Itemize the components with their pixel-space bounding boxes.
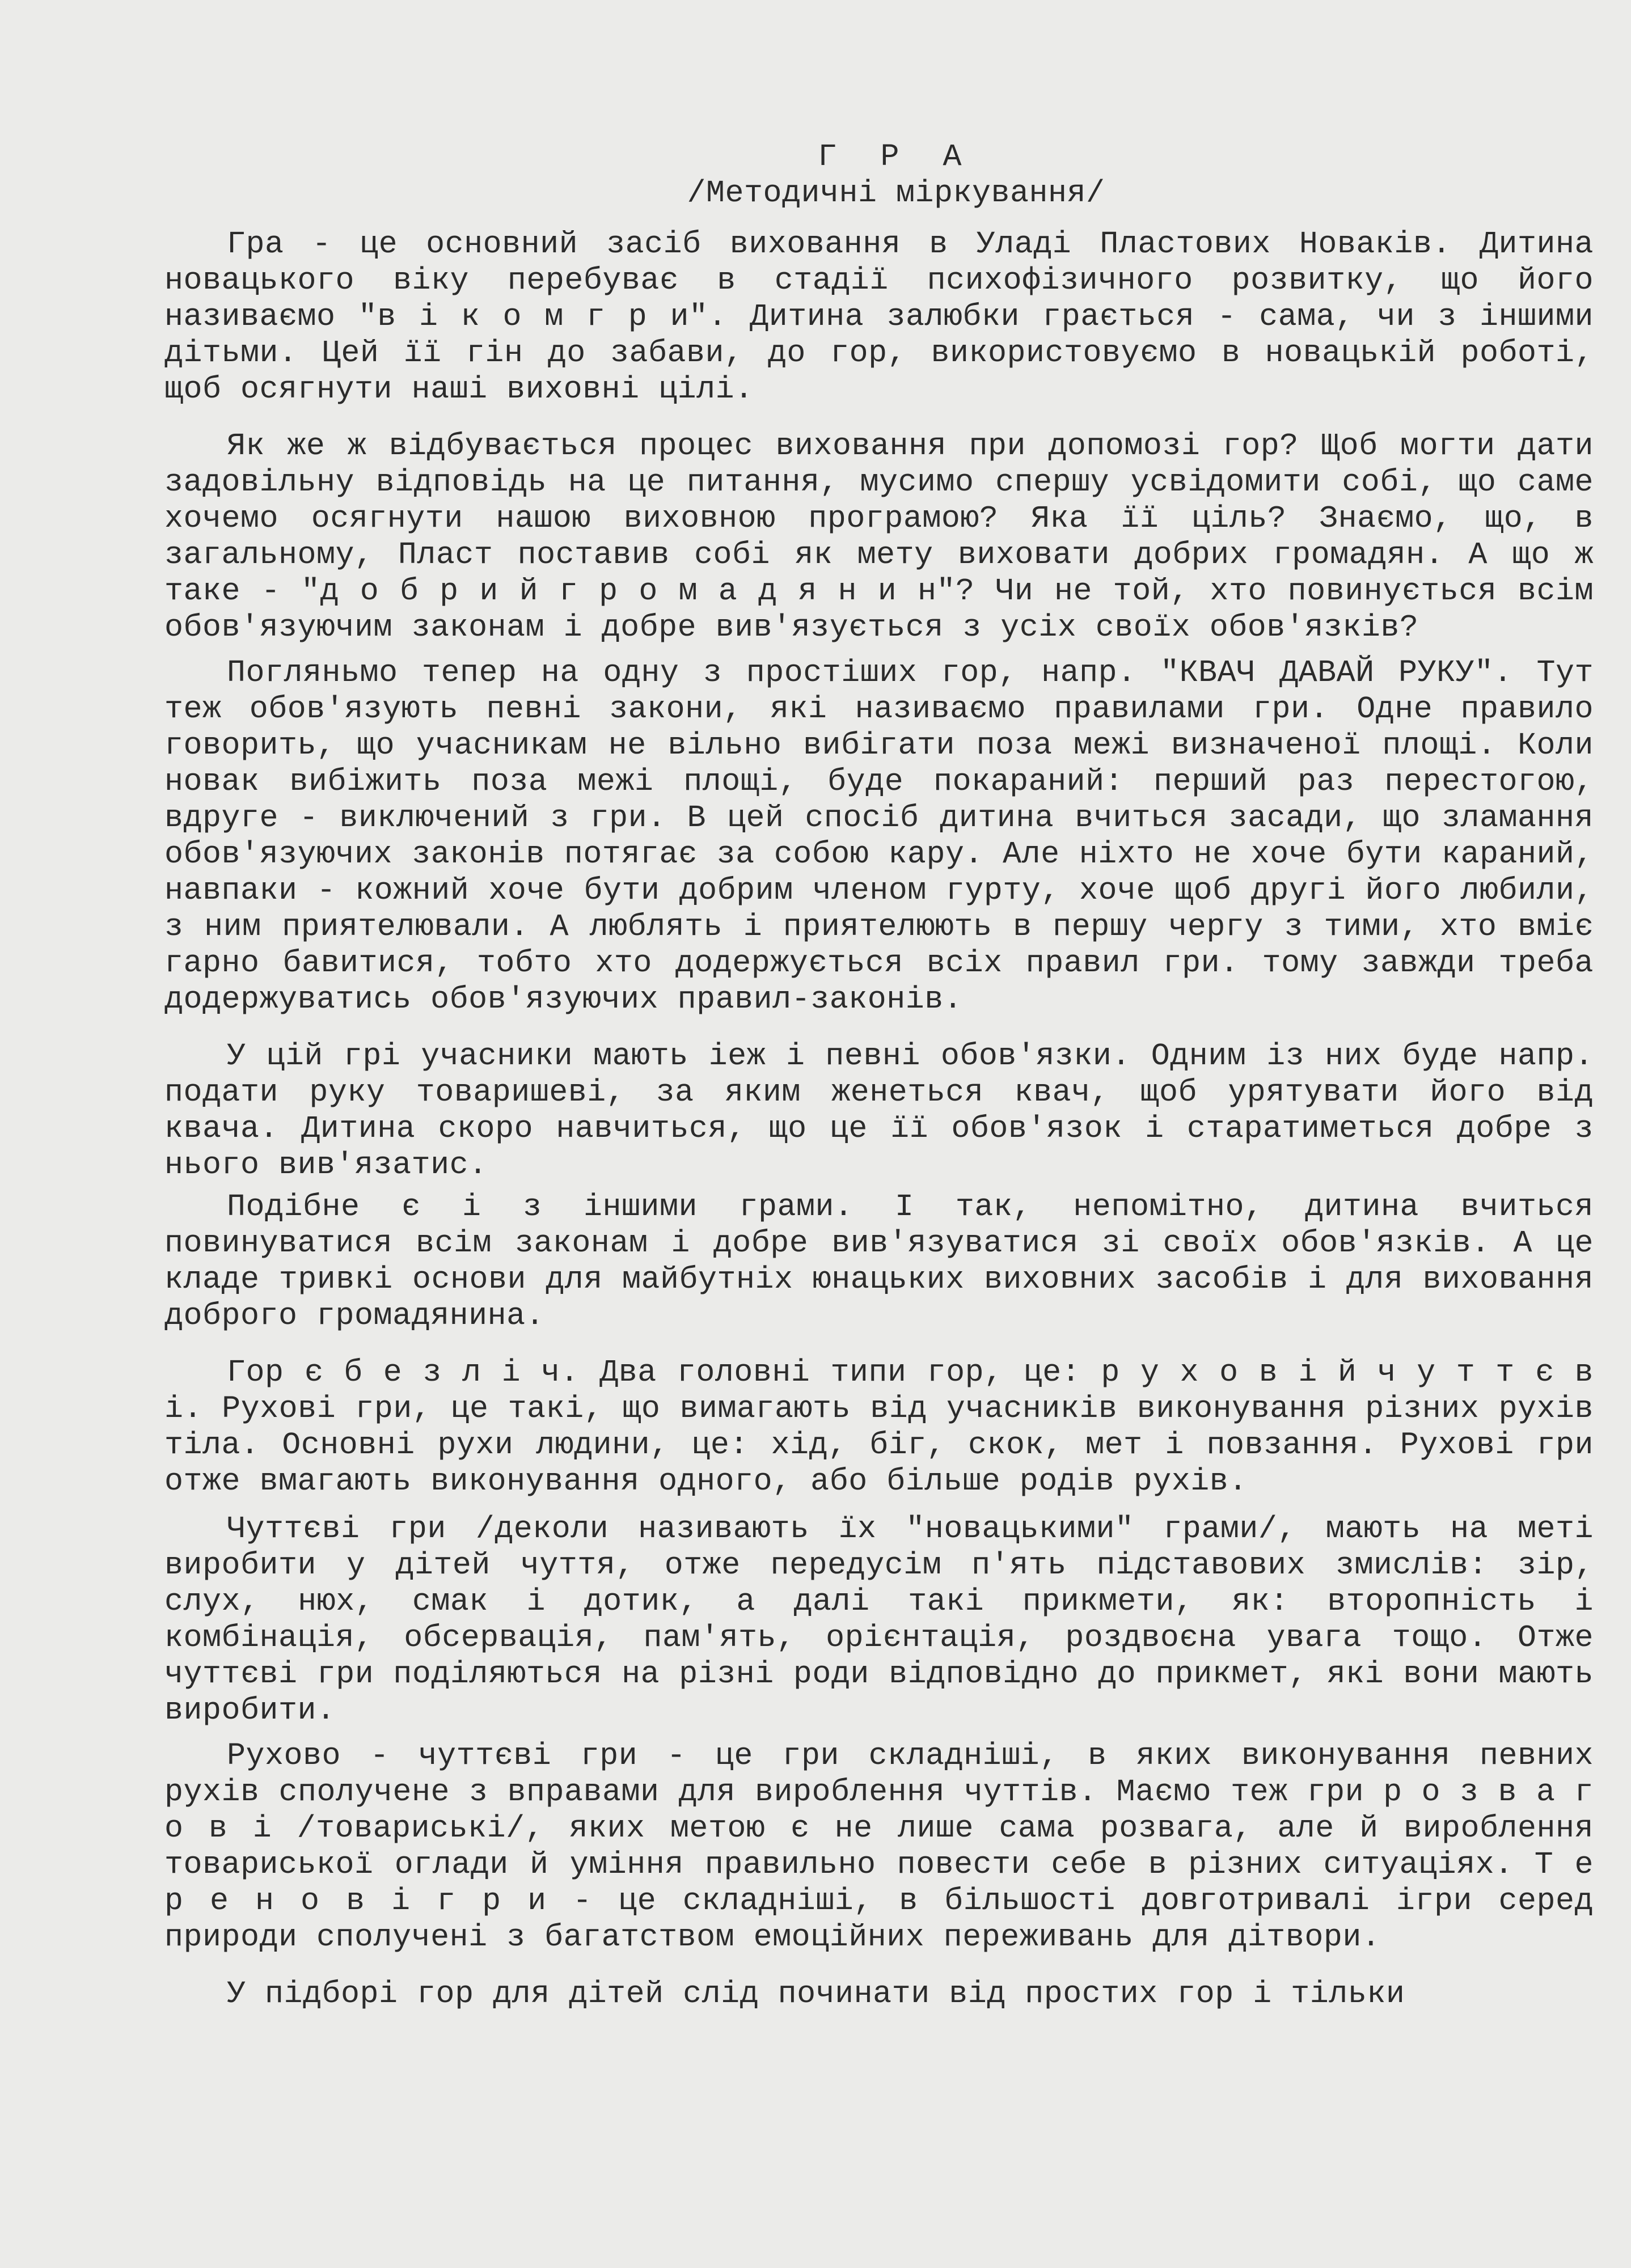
paragraph-9: У підборі гор для дітей слід починати від простих гор і тільки: [227, 1976, 1405, 2012]
paragraph-4: У цій грі учасники мають іеж і певні обов'язки. Одним із них буде напр. подати руку товаришеві, за яким женеться квач, щоб урятувати його від квача. Дитина скоро навчиться, що це її обов'язок і старатиметься добре з нього вив'язатис.: [164, 1038, 1594, 1183]
paragraph-5: Подібне є і з іншими грами. І так, непомітно, дитина вчиться повинуватися всім законам і добре вив'язуватися зі своїх обов'язків. А це кладе тривкі основи для майбутніх юнацьких виховних засобів і для виховання доброго громадянина.: [164, 1189, 1594, 1334]
page-title: Г Р А: [818, 139, 974, 175]
paragraph-7: Чуттєві гри /деколи називають їх "новацькими" грами/, мають на меті виробити у дітей чуття, отже передусім п'ять підставових змислів: зір, слух, нюх, смак і дотик, а далі такі прикмети, як: второпність і комбінація, обсервація, пам'ять, орієнтація, роздвоєна увага тощо. Отже чуттєві гри поділяються на різні роди відповідно до прикмет, які вони мають виробити.: [164, 1511, 1594, 1728]
paragraph-6: Гор є б е з л і ч. Два головні типи гор, це: р у х о в і й ч у т т є в і. Рухові гри, це такі, що вимагають від учасників виконування різних рухів тіла. Основні рухи людини, це: хід, біг, скок, мет і повзання. Рухові гри отже вмагають виконування одного, або більше родів рухів.: [164, 1355, 1594, 1499]
page-subtitle: /Методичні міркування/: [687, 175, 1105, 211]
typewritten-text: [164, 139, 1594, 2012]
paragraph-8: Рухово - чуттєві гри - це гри складніші, в яких виконування певних рухів сполучене з вправами для вироблення чуттів. Маємо теж гри р о з в а г о в і /товариські/, яких метою є не лише сама розвага, але й вироблення товариської оглади й уміння правильно повести себе в різних ситуаціях. Т е р е н о в і г р и - це складніші, в більшості довготривалі ігри серед природи сполучені з багатством емоційних переживань для дітвори.: [164, 1738, 1594, 1955]
paragraph-2: Як же ж відбувається процес виховання при допомозі гор? Щоб могти дати задовільну відповідь на це питання, мусимо спершу усвідомити собі, що саме хочемо осягнути нашою виховною програмою? Яка її ціль? Знаємо, що, в загальному, Пласт поставив собі як мету виховати добрих громадян. А що ж таке - "д о б р и й г р о м а д я н и н"? Чи не той, хто повинується всім обов'язуючим законам і добре вив'язується з усіх своїх обов'язків?: [164, 428, 1594, 645]
paragraph-3: Погляньмо тепер на одну з простіших гор, напр. "КВАЧ ДАВАЙ РУКУ". Тут теж обов'язують певні закони, які називаємо правилами гри. Одне правило говорить, що учасникам не вільно вибігати поза межі визначеної площі. Коли новак вибіжить поза межі площі, буде покараний: перший раз перестогою, вдруге - виключений з гри. В цей спосіб дитина вчиться засади, що зламання обов'язуючих законів потягає за собою кару. Але ніхто не хоче бути караний, навпаки - кожний хоче бути добрим членом гурту, хоче щоб другі його любили, з ним приятелювали. А люблять і приятелюють в першу чергу з тими, хто вміє гарно бавитися, тобто хто додержується всіх правил гри. тому завжди треба додержуватись обов'язуючих правил-законів.: [164, 655, 1594, 1017]
paragraph-1: Гра - це основний засіб виховання в Уладі Пластових Новаків. Дитина новацького віку перебуває в стадії психофізичного розвитку, що його називаємо "в і к о м г р и". Дитина залюбки грається - сама, чи з іншими дітьми. Цей її гін до забави, до гор, використовуємо в новацькій роботі, щоб осягнути наші виховні цілі.: [164, 226, 1594, 407]
